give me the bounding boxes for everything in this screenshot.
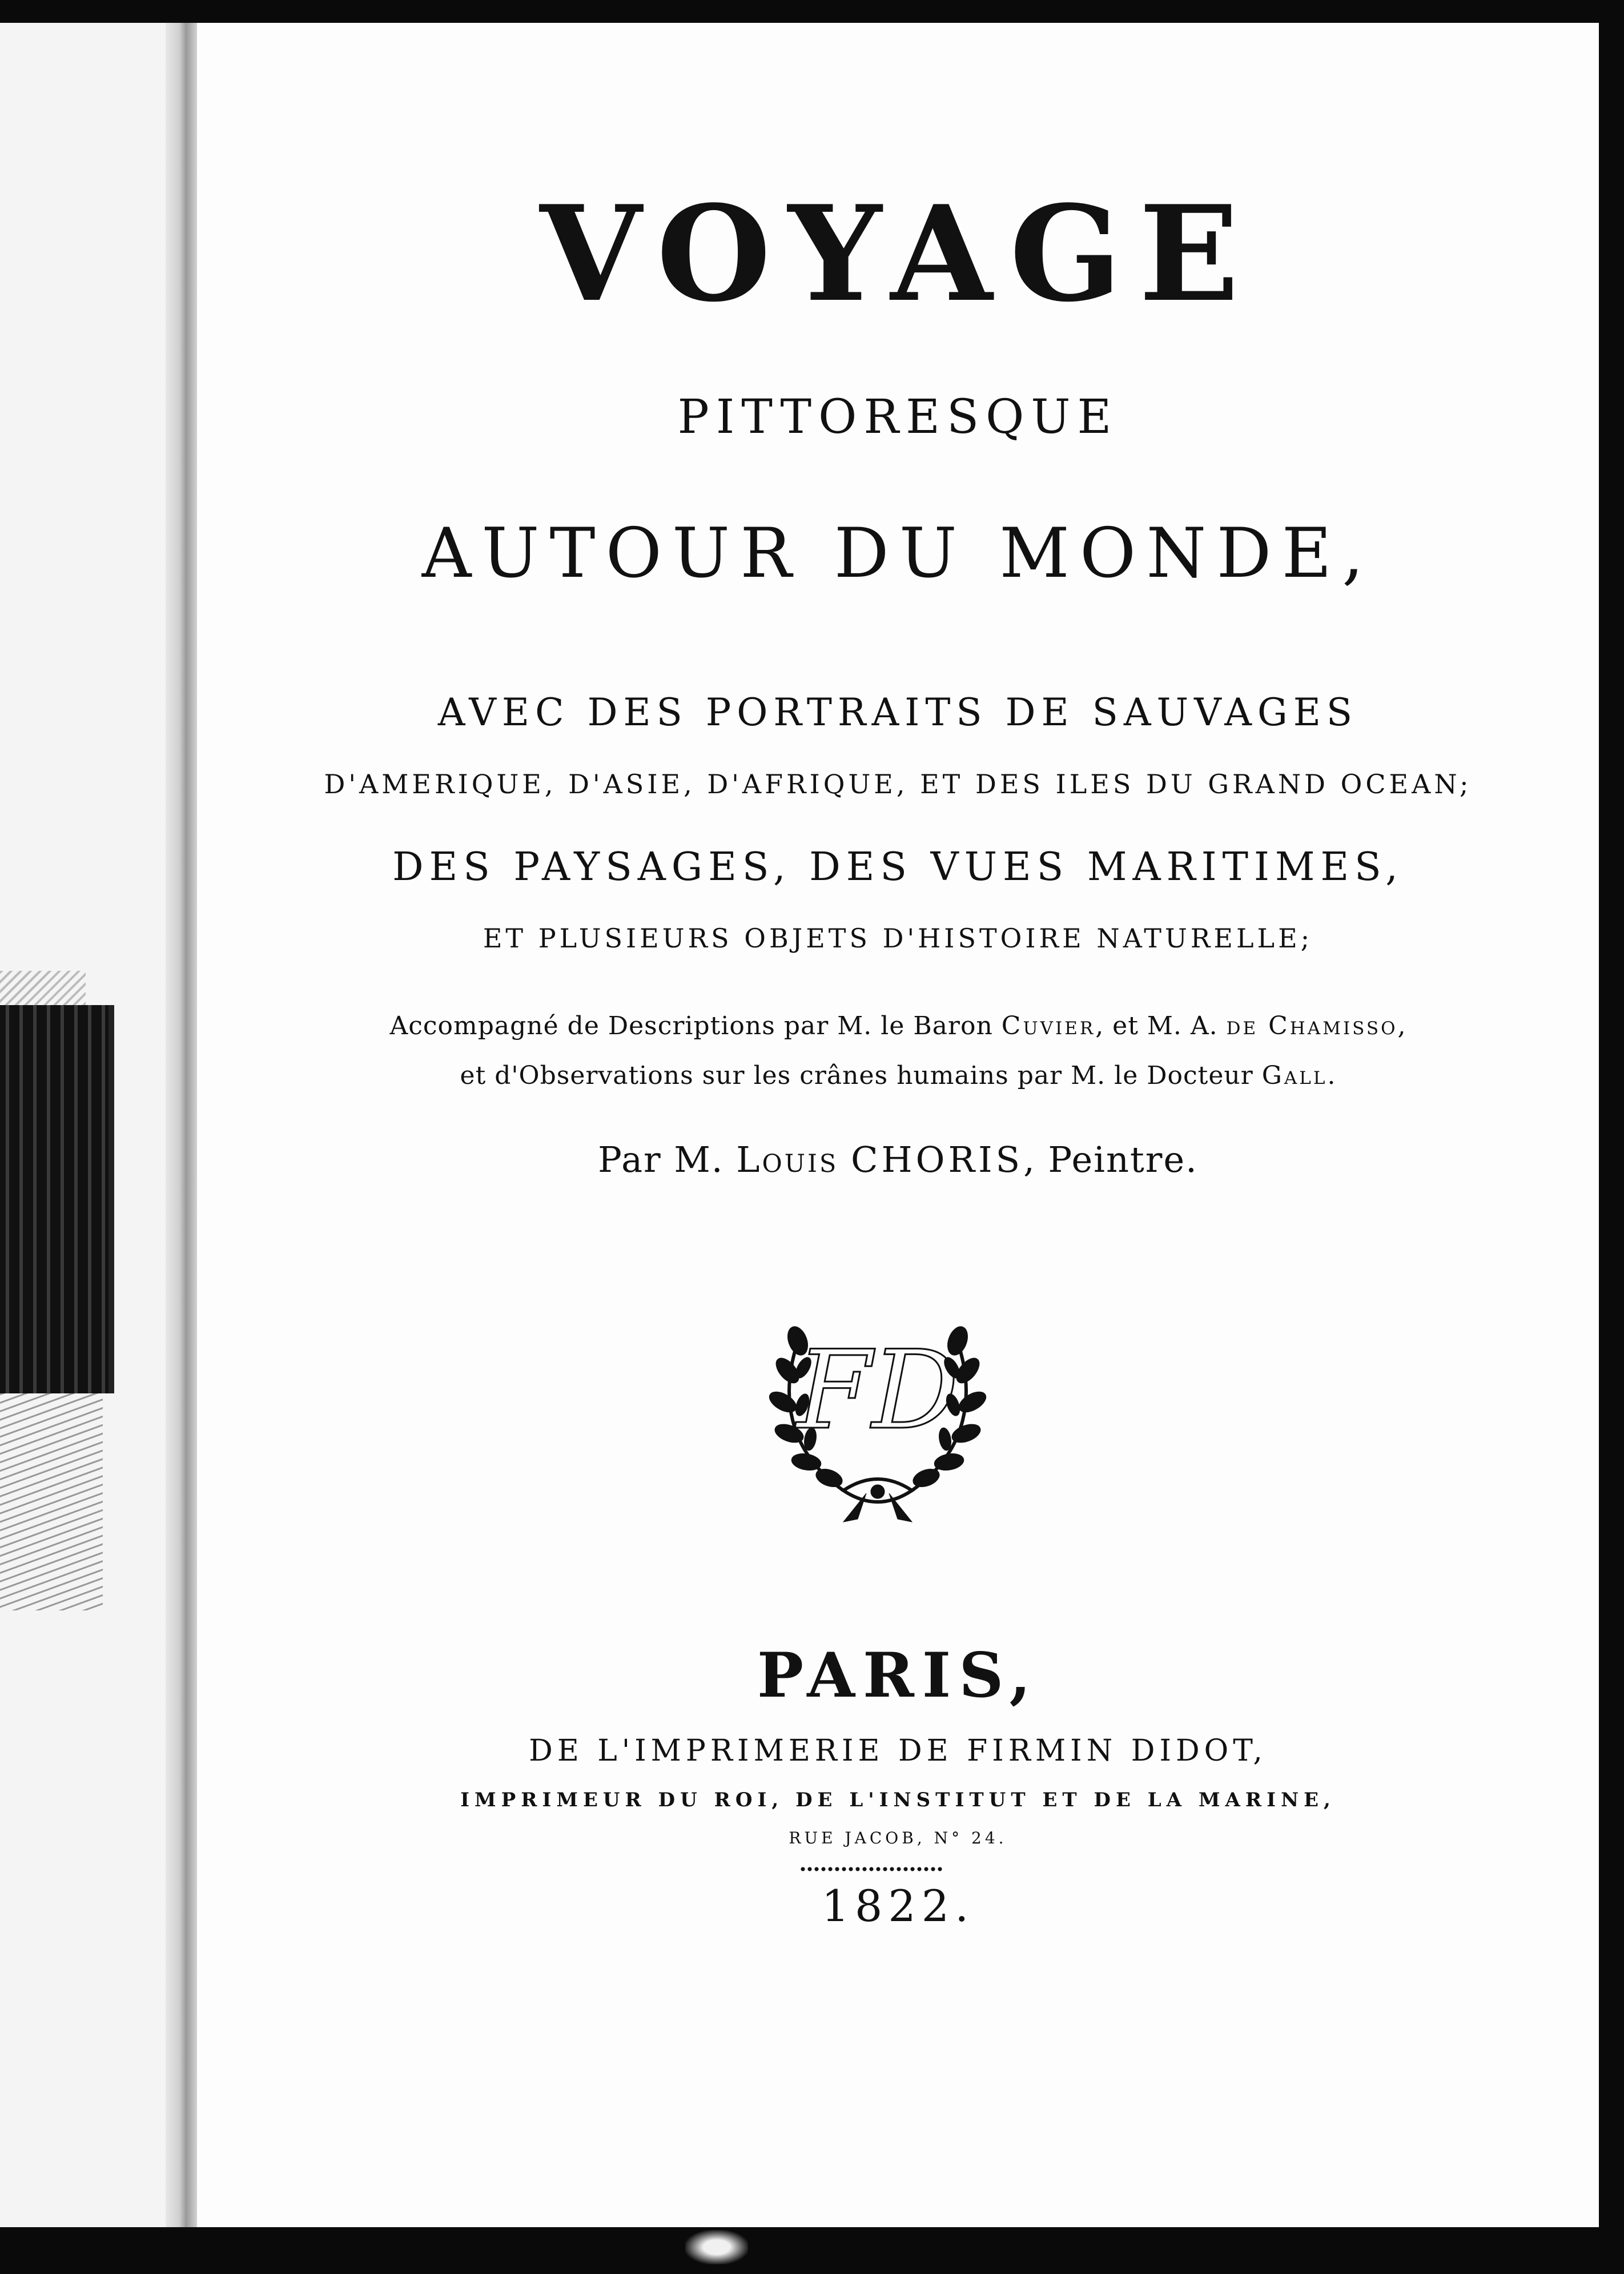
imprint-printer: DE L'IMPRIMERIE DE FIRMIN DIDOT, — [529, 1734, 1267, 1768]
line-accompagne — [197, 1011, 1599, 1040]
observations-text-2: . — [1327, 1061, 1336, 1090]
name-gall: Gall — [1261, 1061, 1328, 1090]
author-prefix: Par M. — [598, 1139, 737, 1180]
line-regions: D'AMERIQUE, D'ASIE, D'AFRIQUE, ET DES ILES DU GRAND OCEAN; — [324, 769, 1472, 799]
imprint-printer-titles: IMPRIMEUR DU ROI, DE L'INSTITUT ET DE LA MARINE, — [460, 1789, 1336, 1811]
spine-edge — [685, 2230, 748, 2264]
book-subtitle-autour: AUTOUR DU MONDE, — [421, 514, 1374, 593]
accompagne-text-2: , et M. A. — [1095, 1011, 1227, 1040]
observations-text-1: et d'Observations sur les crânes humains par M. le Docteur — [460, 1061, 1262, 1090]
line-portraits: AVEC DES PORTRAITS DE SAUVAGES — [437, 690, 1358, 734]
facing-plate-engraving — [0, 1005, 114, 1393]
name-chamisso: de Chamisso — [1226, 1011, 1398, 1040]
imprint-address: RUE JACOB, N° 24. — [789, 1829, 1007, 1847]
wreath-monogram-icon — [758, 1296, 998, 1536]
accompagne-text-1: Accompagné de Descriptions par M. le Baron — [389, 1011, 1002, 1040]
printer-device-wreath — [758, 1296, 998, 1536]
title-page — [197, 23, 1599, 2227]
accompagne-text-3: , — [1397, 1011, 1406, 1040]
line-objets: ET PLUSIEURS OBJETS D'HISTOIRE NATURELLE; — [483, 923, 1313, 954]
monogram-letters: FD — [796, 1327, 959, 1453]
book-gutter — [166, 23, 200, 2227]
author-suffix: , Peintre. — [1023, 1139, 1198, 1180]
line-observations — [197, 1063, 1599, 1088]
book-title: VOYAGE — [540, 177, 1256, 331]
line-paysages: DES PAYSAGES, DES VUES MARITIMES, — [392, 845, 1404, 890]
book-subtitle-pittoresque: PITTORESQUE — [677, 390, 1119, 444]
author-last-name: CHORIS — [851, 1139, 1024, 1180]
imprint-city: PARIS, — [757, 1640, 1039, 1711]
imprint-year: 1822. — [821, 1881, 975, 1931]
ornamental-dotted-rule — [799, 1865, 942, 1874]
name-cuvier: Cuvier — [1001, 1011, 1096, 1040]
author-first-name: Louis — [736, 1139, 839, 1180]
facing-plate-hatching-bottom — [0, 1393, 103, 1610]
line-author — [197, 1139, 1599, 1180]
